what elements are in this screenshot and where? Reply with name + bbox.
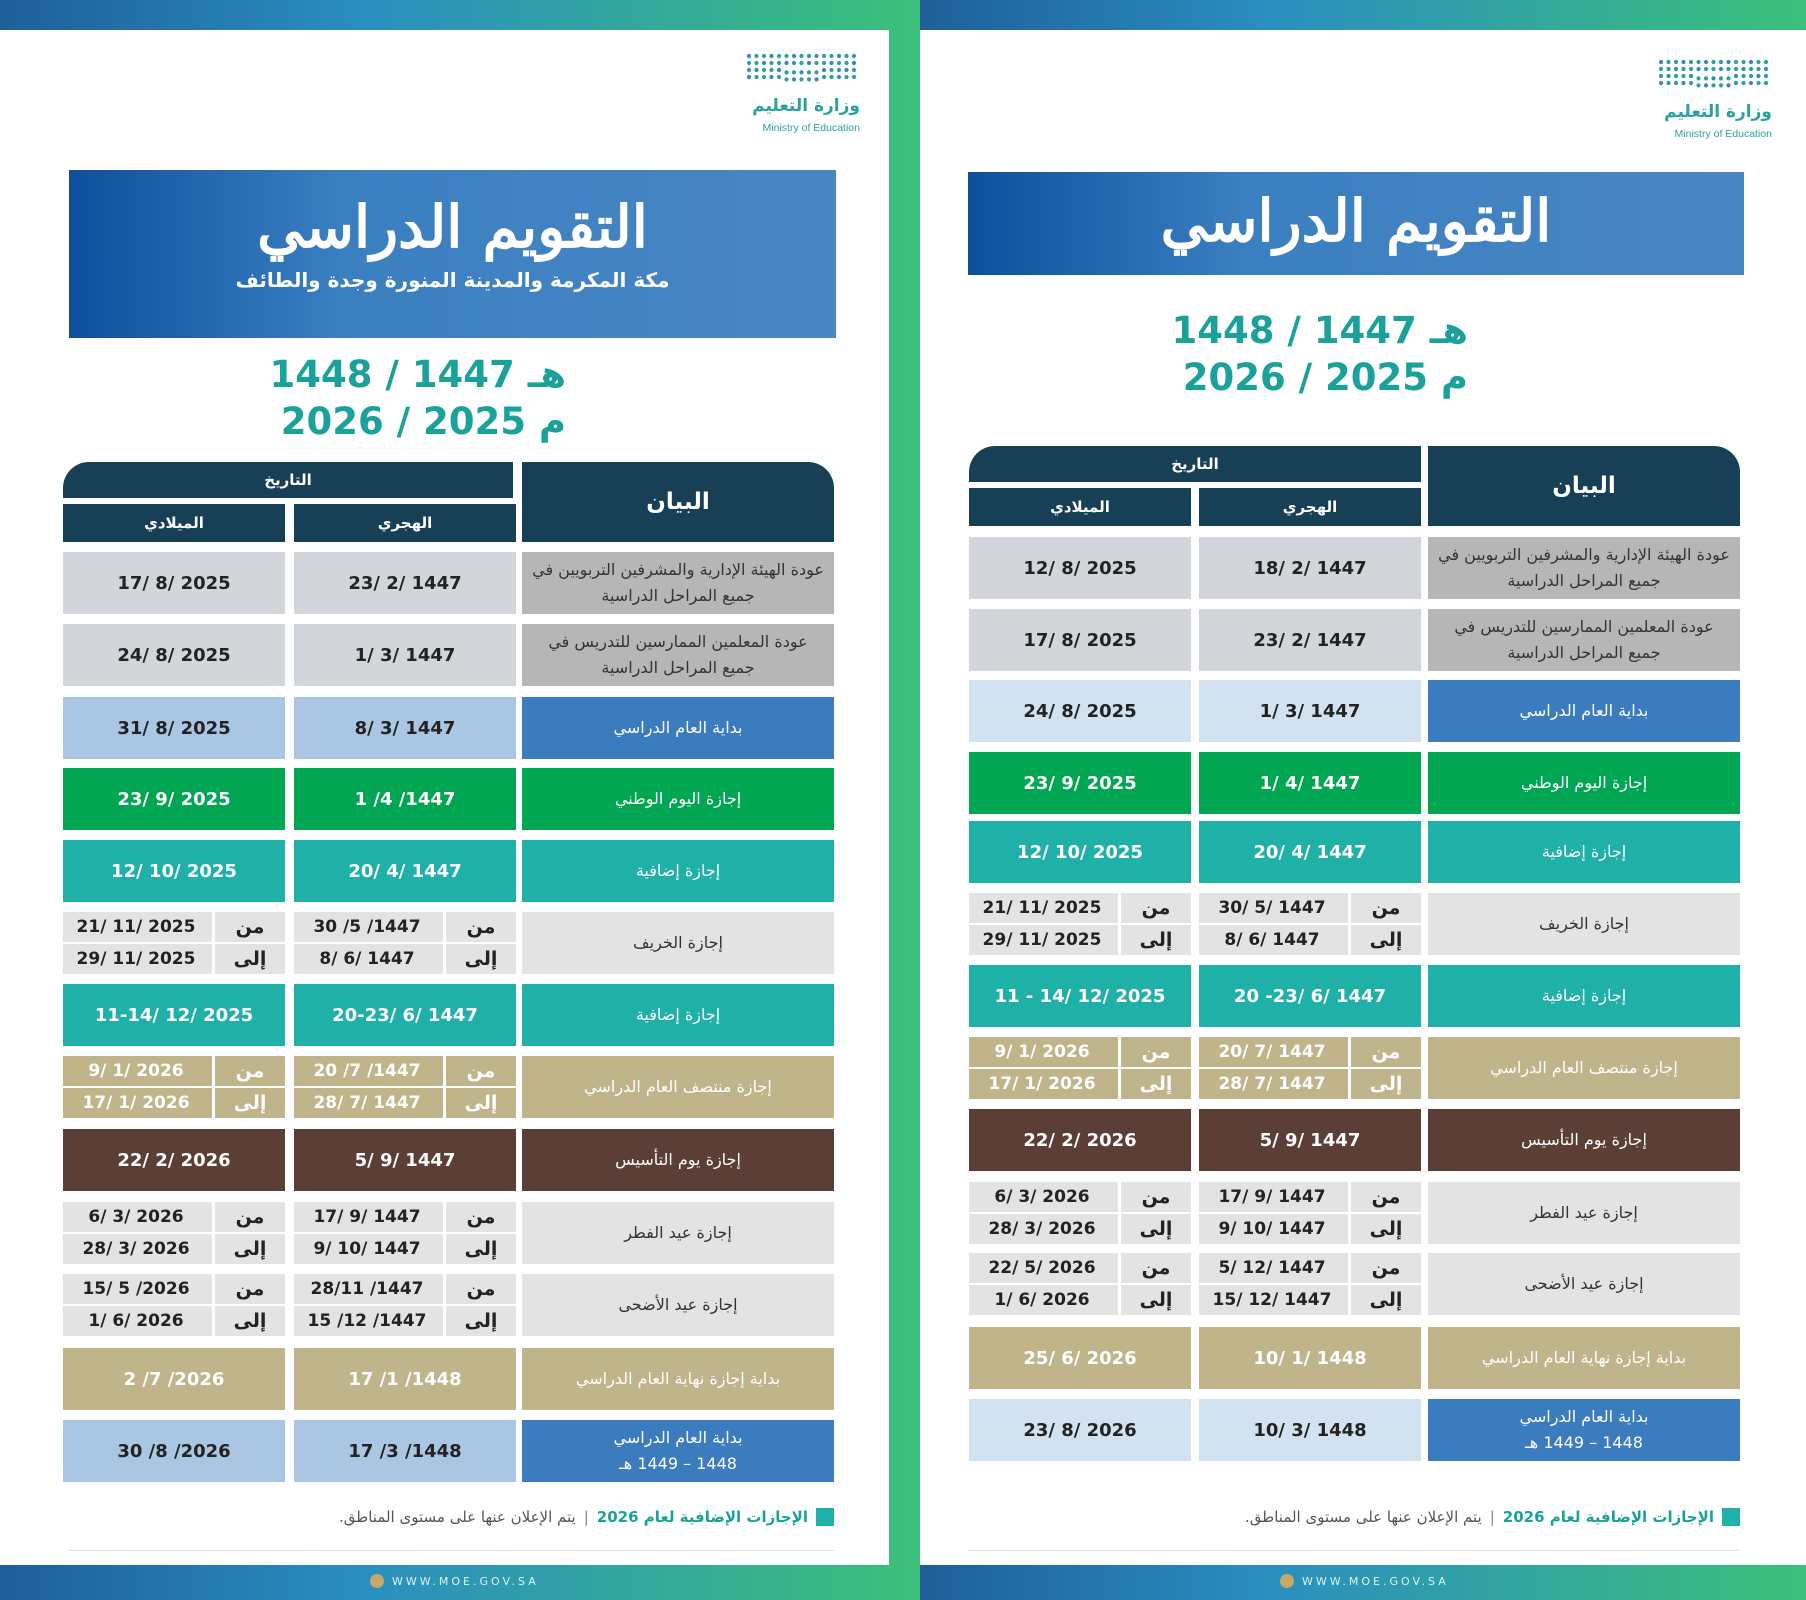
title-banner xyxy=(968,172,1744,275)
date-value: 28/ 7/ 1447 xyxy=(1199,1069,1345,1099)
date-value: 6/ 3/ 2026 xyxy=(969,1182,1115,1212)
date-gregorian: 25/ 6/ 2026 xyxy=(969,1327,1191,1389)
date-greg-from xyxy=(63,1274,285,1304)
date-value: 29/ 11/ 2025 xyxy=(969,925,1115,955)
row-label-text: عودة الهيئة الإدارية والمشرفين التربويين في جميع المراحل الدراسية xyxy=(1438,545,1730,590)
date-value: 15 /12 /1447 xyxy=(294,1306,440,1336)
row-label xyxy=(522,1420,834,1482)
date-hijri-from xyxy=(294,1056,516,1086)
year-hijri-value: 1447 / 1448 xyxy=(1171,309,1417,352)
row-label-text: بداية إجازة نهاية العام الدراسي xyxy=(1481,1348,1687,1367)
date-gregorian: 12/ 8/ 2025 xyxy=(969,537,1191,599)
header-miladi: الميلادي xyxy=(969,488,1191,526)
date-greg-from xyxy=(969,1253,1191,1283)
row-label-text: إجازة عيد الفطر xyxy=(1530,1203,1638,1222)
seal-icon xyxy=(1280,1574,1294,1588)
date-gregorian: 31/ 8/ 2025 xyxy=(63,697,285,759)
row-label xyxy=(522,624,834,686)
date-hijri: 20-23/ 6/ 1447 xyxy=(294,984,516,1046)
year-hijri-suffix: هـ xyxy=(1429,309,1468,352)
row-label xyxy=(1428,1109,1740,1171)
year-greg-suffix: م xyxy=(538,400,566,443)
header-hijri: الهجري xyxy=(1199,488,1421,526)
date-value: 9/ 10/ 1447 xyxy=(294,1234,440,1264)
row-label xyxy=(1428,1253,1740,1315)
year-gregorian xyxy=(1128,354,1468,401)
date-from-word: من xyxy=(1348,1253,1421,1283)
row-label xyxy=(1428,1037,1740,1099)
date-from-word: من xyxy=(443,912,516,942)
year-hijri xyxy=(226,351,566,398)
row-label xyxy=(522,1274,834,1336)
date-to-word: إلى xyxy=(212,1306,285,1336)
header-bayan: البيان xyxy=(522,462,834,542)
date-from-word: من xyxy=(212,1202,285,1232)
note-rule xyxy=(968,1550,1740,1551)
date-to-word: إلى xyxy=(443,1088,516,1118)
date-value: 9/ 1/ 2026 xyxy=(63,1056,209,1086)
date-gregorian: 22/ 2/ 2026 xyxy=(63,1129,285,1191)
date-hijri-from xyxy=(1199,1253,1421,1283)
date-to-word: إلى xyxy=(1348,925,1421,955)
date-value: 8/ 6/ 1447 xyxy=(1199,925,1345,955)
date-from-word: من xyxy=(1348,1182,1421,1212)
header-bayan: البيان xyxy=(1428,446,1740,526)
seal-icon xyxy=(370,1574,384,1588)
date-gregorian: 23/ 9/ 2025 xyxy=(969,752,1191,814)
date-hijri: 5/ 9/ 1447 xyxy=(1199,1109,1421,1171)
date-from-word: من xyxy=(443,1056,516,1086)
date-to-word: إلى xyxy=(1348,1069,1421,1099)
date-greg-from xyxy=(969,893,1191,923)
date-gregorian: 11 - 14/ 12/ 2025 xyxy=(969,965,1191,1027)
date-from-word: من xyxy=(212,1274,285,1304)
date-gregorian: 30 /8 /2026 xyxy=(63,1420,285,1482)
row-label xyxy=(522,768,834,830)
year-greg-value: 2025 / 2026 xyxy=(280,400,526,443)
page-subtitle: مكة المكرمة والمدينة المنورة وجدة والطائف xyxy=(235,268,670,292)
date-greg-from xyxy=(63,1202,285,1232)
date-value: 6/ 3/ 2026 xyxy=(63,1202,209,1232)
date-value: 28/11 /1447 xyxy=(294,1274,440,1304)
row-label xyxy=(522,697,834,759)
row-label-text: إجازة إضافية xyxy=(635,1005,721,1024)
note-rule xyxy=(69,1550,834,1551)
date-gregorian: 23/ 8/ 2026 xyxy=(969,1399,1191,1461)
date-value: 1/ 6/ 2026 xyxy=(63,1306,209,1336)
row-label-text: إجازة منتصف العام الدراسي xyxy=(1490,1058,1678,1077)
date-greg-to xyxy=(63,944,285,974)
row-label xyxy=(1428,821,1740,883)
date-to-word: إلى xyxy=(1348,1214,1421,1244)
date-hijri-to xyxy=(1199,1214,1421,1244)
row-label-text: عودة الهيئة الإدارية والمشرفين التربويين في جميع المراحل الدراسية xyxy=(532,560,824,605)
row-label xyxy=(1428,893,1740,955)
date-value: 22/ 5/ 2026 xyxy=(969,1253,1115,1283)
title-banner xyxy=(69,170,836,338)
date-to-word: إلى xyxy=(1118,1285,1191,1315)
date-to-word: إلى xyxy=(443,1306,516,1336)
row-label xyxy=(522,1202,834,1264)
date-gregorian: 12/ 10/ 2025 xyxy=(63,840,285,902)
row-label xyxy=(522,840,834,902)
date-hijri-to xyxy=(294,944,516,974)
date-gregorian: 22/ 2/ 2026 xyxy=(969,1109,1191,1171)
year-hijri-suffix: هـ xyxy=(527,353,566,396)
row-label-text: إجازة إضافية xyxy=(1541,986,1627,1005)
date-value: 9/ 1/ 2026 xyxy=(969,1037,1115,1067)
date-from-word: من xyxy=(212,1056,285,1086)
note-square-icon xyxy=(816,1508,834,1526)
note-divider: | xyxy=(1489,1508,1495,1526)
date-from-word: من xyxy=(443,1202,516,1232)
date-gregorian: 24/ 8/ 2025 xyxy=(969,680,1191,742)
note-divider: | xyxy=(583,1508,589,1526)
date-from-word: من xyxy=(1118,1253,1191,1283)
row-label-text: إجازة عيد الأضحى xyxy=(1524,1274,1644,1293)
row-label-text: بداية العام الدراسي xyxy=(613,1428,743,1447)
year-hijri-value: 1447 / 1448 xyxy=(269,353,515,396)
date-gregorian: 2 /7 /2026 xyxy=(63,1348,285,1410)
row-label xyxy=(1428,680,1740,742)
date-hijri-to xyxy=(294,1234,516,1264)
header-tarikh: التاريخ xyxy=(969,446,1421,482)
footnote xyxy=(339,1508,834,1526)
date-to-word: إلى xyxy=(443,944,516,974)
row-label-text: إجازة يوم التأسيس xyxy=(615,1150,741,1169)
date-value: 29/ 11/ 2025 xyxy=(63,944,209,974)
row-label-text: عودة المعلمين الممارسين للتدريس في جميع المراحل الدراسية xyxy=(1454,617,1714,662)
header-miladi: الميلادي xyxy=(63,504,285,542)
year-greg-value: 2025 / 2026 xyxy=(1182,356,1428,399)
date-hijri: 8/ 3/ 1447 xyxy=(294,697,516,759)
date-gregorian: 17/ 8/ 2025 xyxy=(63,552,285,614)
row-label xyxy=(1428,965,1740,1027)
date-to-word: إلى xyxy=(1118,1214,1191,1244)
date-hijri-from xyxy=(1199,1182,1421,1212)
footer-url-text: WWW.MOE.GOV.SA xyxy=(392,1574,539,1588)
row-label-text: إجازة اليوم الوطني xyxy=(1520,773,1648,792)
year-greg-suffix: م xyxy=(1440,356,1468,399)
row-label-subtext: 1448 – 1449 هـ xyxy=(619,1454,737,1473)
note-square-icon xyxy=(1722,1508,1740,1526)
date-to-word: إلى xyxy=(212,1088,285,1118)
date-hijri-from xyxy=(1199,1037,1421,1067)
date-gregorian: 11-14/ 12/ 2025 xyxy=(63,984,285,1046)
moe-logo xyxy=(740,52,860,142)
row-label xyxy=(522,1348,834,1410)
date-value: 8/ 6/ 1447 xyxy=(294,944,440,974)
date-from-word: من xyxy=(1118,1182,1191,1212)
date-hijri: 20/ 4/ 1447 xyxy=(294,840,516,902)
date-to-word: إلى xyxy=(212,1234,285,1264)
date-hijri: 5/ 9/ 1447 xyxy=(294,1129,516,1191)
date-hijri: 17 /1 /1448 xyxy=(294,1348,516,1410)
row-label xyxy=(522,552,834,614)
row-label xyxy=(1428,1399,1740,1461)
academic-year xyxy=(226,351,566,445)
date-greg-to xyxy=(63,1306,285,1336)
academic-year xyxy=(1128,307,1468,401)
header-tarikh: التاريخ xyxy=(63,462,513,498)
logo-dots-icon xyxy=(745,52,860,88)
date-value: 30/ 5/ 1447 xyxy=(1199,893,1345,923)
page-title: التقويم الدراسي xyxy=(257,193,648,261)
footer-url[interactable] xyxy=(1280,1574,1449,1588)
date-value: 1/ 6/ 2026 xyxy=(969,1285,1115,1315)
date-hijri: 23/ 2/ 1447 xyxy=(294,552,516,614)
date-to-word: إلى xyxy=(443,1234,516,1264)
footer-bar xyxy=(0,1565,1806,1600)
logo-english-text: Ministry of Education xyxy=(1674,128,1772,140)
moe-logo xyxy=(1652,58,1772,148)
date-value: 30 /5 /1447 xyxy=(294,912,440,942)
logo-dots-icon xyxy=(1657,58,1772,94)
row-label-text: إجازة إضافية xyxy=(1541,842,1627,861)
date-hijri-to xyxy=(294,1306,516,1336)
row-label xyxy=(1428,1182,1740,1244)
date-greg-from xyxy=(969,1182,1191,1212)
date-value: 15/ 12/ 1447 xyxy=(1199,1285,1345,1315)
date-hijri-to xyxy=(294,1088,516,1118)
logo-arabic-text: وزارة التعليم xyxy=(1664,102,1772,122)
date-greg-to xyxy=(63,1234,285,1264)
date-hijri-to xyxy=(1199,925,1421,955)
date-value: 17/ 1/ 2026 xyxy=(969,1069,1115,1099)
date-from-word: من xyxy=(1118,1037,1191,1067)
date-gregorian: 24/ 8/ 2025 xyxy=(63,624,285,686)
row-label-text: بداية العام الدراسي xyxy=(613,718,743,737)
date-greg-from xyxy=(969,1037,1191,1067)
row-label-text: إجازة يوم التأسيس xyxy=(1521,1130,1647,1149)
date-greg-from xyxy=(63,912,285,942)
note-text: يتم الإعلان عنها على مستوى المناطق. xyxy=(339,1508,576,1526)
row-label-text: بداية العام الدراسي xyxy=(1519,701,1649,720)
row-label-text: إجازة الخريف xyxy=(1539,914,1629,933)
header-hijri: الهجري xyxy=(294,504,516,542)
footnote xyxy=(1245,1508,1740,1526)
date-hijri: 23/ 2/ 1447 xyxy=(1199,609,1421,671)
row-label-text: إجازة عيد الأضحى xyxy=(618,1295,738,1314)
date-hijri-from xyxy=(294,1274,516,1304)
footer-url[interactable] xyxy=(370,1574,539,1588)
row-label-subtext: 1448 – 1449 هـ xyxy=(1525,1433,1643,1452)
row-label xyxy=(522,1056,834,1118)
date-hijri: 1/ 3/ 1447 xyxy=(1199,680,1421,742)
row-label-text: إجازة الخريف xyxy=(633,933,723,952)
date-hijri: 20/ 4/ 1447 xyxy=(1199,821,1421,883)
date-hijri-to xyxy=(1199,1069,1421,1099)
date-greg-to xyxy=(969,1285,1191,1315)
row-label xyxy=(522,1129,834,1191)
row-label xyxy=(1428,752,1740,814)
date-from-word: من xyxy=(1348,1037,1421,1067)
logo-english-text: Ministry of Education xyxy=(762,122,860,134)
date-from-word: من xyxy=(212,912,285,942)
date-value: 21/ 11/ 2025 xyxy=(969,893,1115,923)
date-value: 20 /7 /1447 xyxy=(294,1056,440,1086)
date-to-word: إلى xyxy=(1118,1069,1191,1099)
date-hijri-from xyxy=(1199,893,1421,923)
date-value: 9/ 10/ 1447 xyxy=(1199,1214,1345,1244)
logo-arabic-text: وزارة التعليم xyxy=(752,96,860,116)
note-bold: الإجازات الإضافية لعام 2026 xyxy=(596,1508,808,1526)
date-value: 15/ 5 /2026 xyxy=(63,1274,209,1304)
row-label-text: إجازة عيد الفطر xyxy=(624,1223,732,1242)
date-hijri: 10/ 3/ 1448 xyxy=(1199,1399,1421,1461)
date-hijri: 10/ 1/ 1448 xyxy=(1199,1327,1421,1389)
year-hijri xyxy=(1128,307,1468,354)
date-hijri-from xyxy=(294,912,516,942)
row-label xyxy=(1428,537,1740,599)
date-hijri: 18/ 2/ 1447 xyxy=(1199,537,1421,599)
date-value: 17/ 9/ 1447 xyxy=(1199,1182,1345,1212)
date-gregorian: 12/ 10/ 2025 xyxy=(969,821,1191,883)
date-greg-from xyxy=(63,1056,285,1086)
date-value: 28/ 3/ 2026 xyxy=(63,1234,209,1264)
row-label-text: بداية العام الدراسي xyxy=(1519,1407,1649,1426)
date-greg-to xyxy=(63,1088,285,1118)
date-value: 28/ 7/ 1447 xyxy=(294,1088,440,1118)
date-to-word: إلى xyxy=(1118,925,1191,955)
row-label-text: إجازة إضافية xyxy=(635,861,721,880)
date-value: 17/ 9/ 1447 xyxy=(294,1202,440,1232)
date-hijri: 1/ 3/ 1447 xyxy=(294,624,516,686)
row-label xyxy=(522,984,834,1046)
date-value: 20/ 7/ 1447 xyxy=(1199,1037,1345,1067)
row-label-text: إجازة منتصف العام الدراسي xyxy=(584,1077,772,1096)
row-label xyxy=(1428,609,1740,671)
row-label-text: إجازة اليوم الوطني xyxy=(614,789,742,808)
date-greg-to xyxy=(969,925,1191,955)
date-from-word: من xyxy=(443,1274,516,1304)
date-from-word: من xyxy=(1118,893,1191,923)
date-value: 5/ 12/ 1447 xyxy=(1199,1253,1345,1283)
date-gregorian: 17/ 8/ 2025 xyxy=(969,609,1191,671)
date-value: 21/ 11/ 2025 xyxy=(63,912,209,942)
page-title: التقويم الدراسي xyxy=(1160,187,1552,255)
date-from-word: من xyxy=(1348,893,1421,923)
date-hijri: 1 /4 /1447 xyxy=(294,768,516,830)
date-greg-to xyxy=(969,1069,1191,1099)
date-gregorian: 23/ 9/ 2025 xyxy=(63,768,285,830)
row-label xyxy=(1428,1327,1740,1389)
date-value: 28/ 3/ 2026 xyxy=(969,1214,1115,1244)
date-hijri-to xyxy=(1199,1285,1421,1315)
date-value: 17/ 1/ 2026 xyxy=(63,1088,209,1118)
note-text: يتم الإعلان عنها على مستوى المناطق. xyxy=(1245,1508,1482,1526)
footer-url-text: WWW.MOE.GOV.SA xyxy=(1302,1574,1449,1588)
date-to-word: إلى xyxy=(212,944,285,974)
date-hijri: 17 /3 /1448 xyxy=(294,1420,516,1482)
date-hijri: 1/ 4/ 1447 xyxy=(1199,752,1421,814)
year-gregorian xyxy=(226,398,566,445)
date-hijri: 20 -23/ 6/ 1447 xyxy=(1199,965,1421,1027)
row-label xyxy=(522,912,834,974)
date-greg-to xyxy=(969,1214,1191,1244)
row-label-text: بداية إجازة نهاية العام الدراسي xyxy=(575,1369,781,1388)
note-bold: الإجازات الإضافية لعام 2026 xyxy=(1502,1508,1714,1526)
date-hijri-from xyxy=(294,1202,516,1232)
row-label-text: عودة المعلمين الممارسين للتدريس في جميع المراحل الدراسية xyxy=(548,632,808,677)
date-to-word: إلى xyxy=(1348,1285,1421,1315)
